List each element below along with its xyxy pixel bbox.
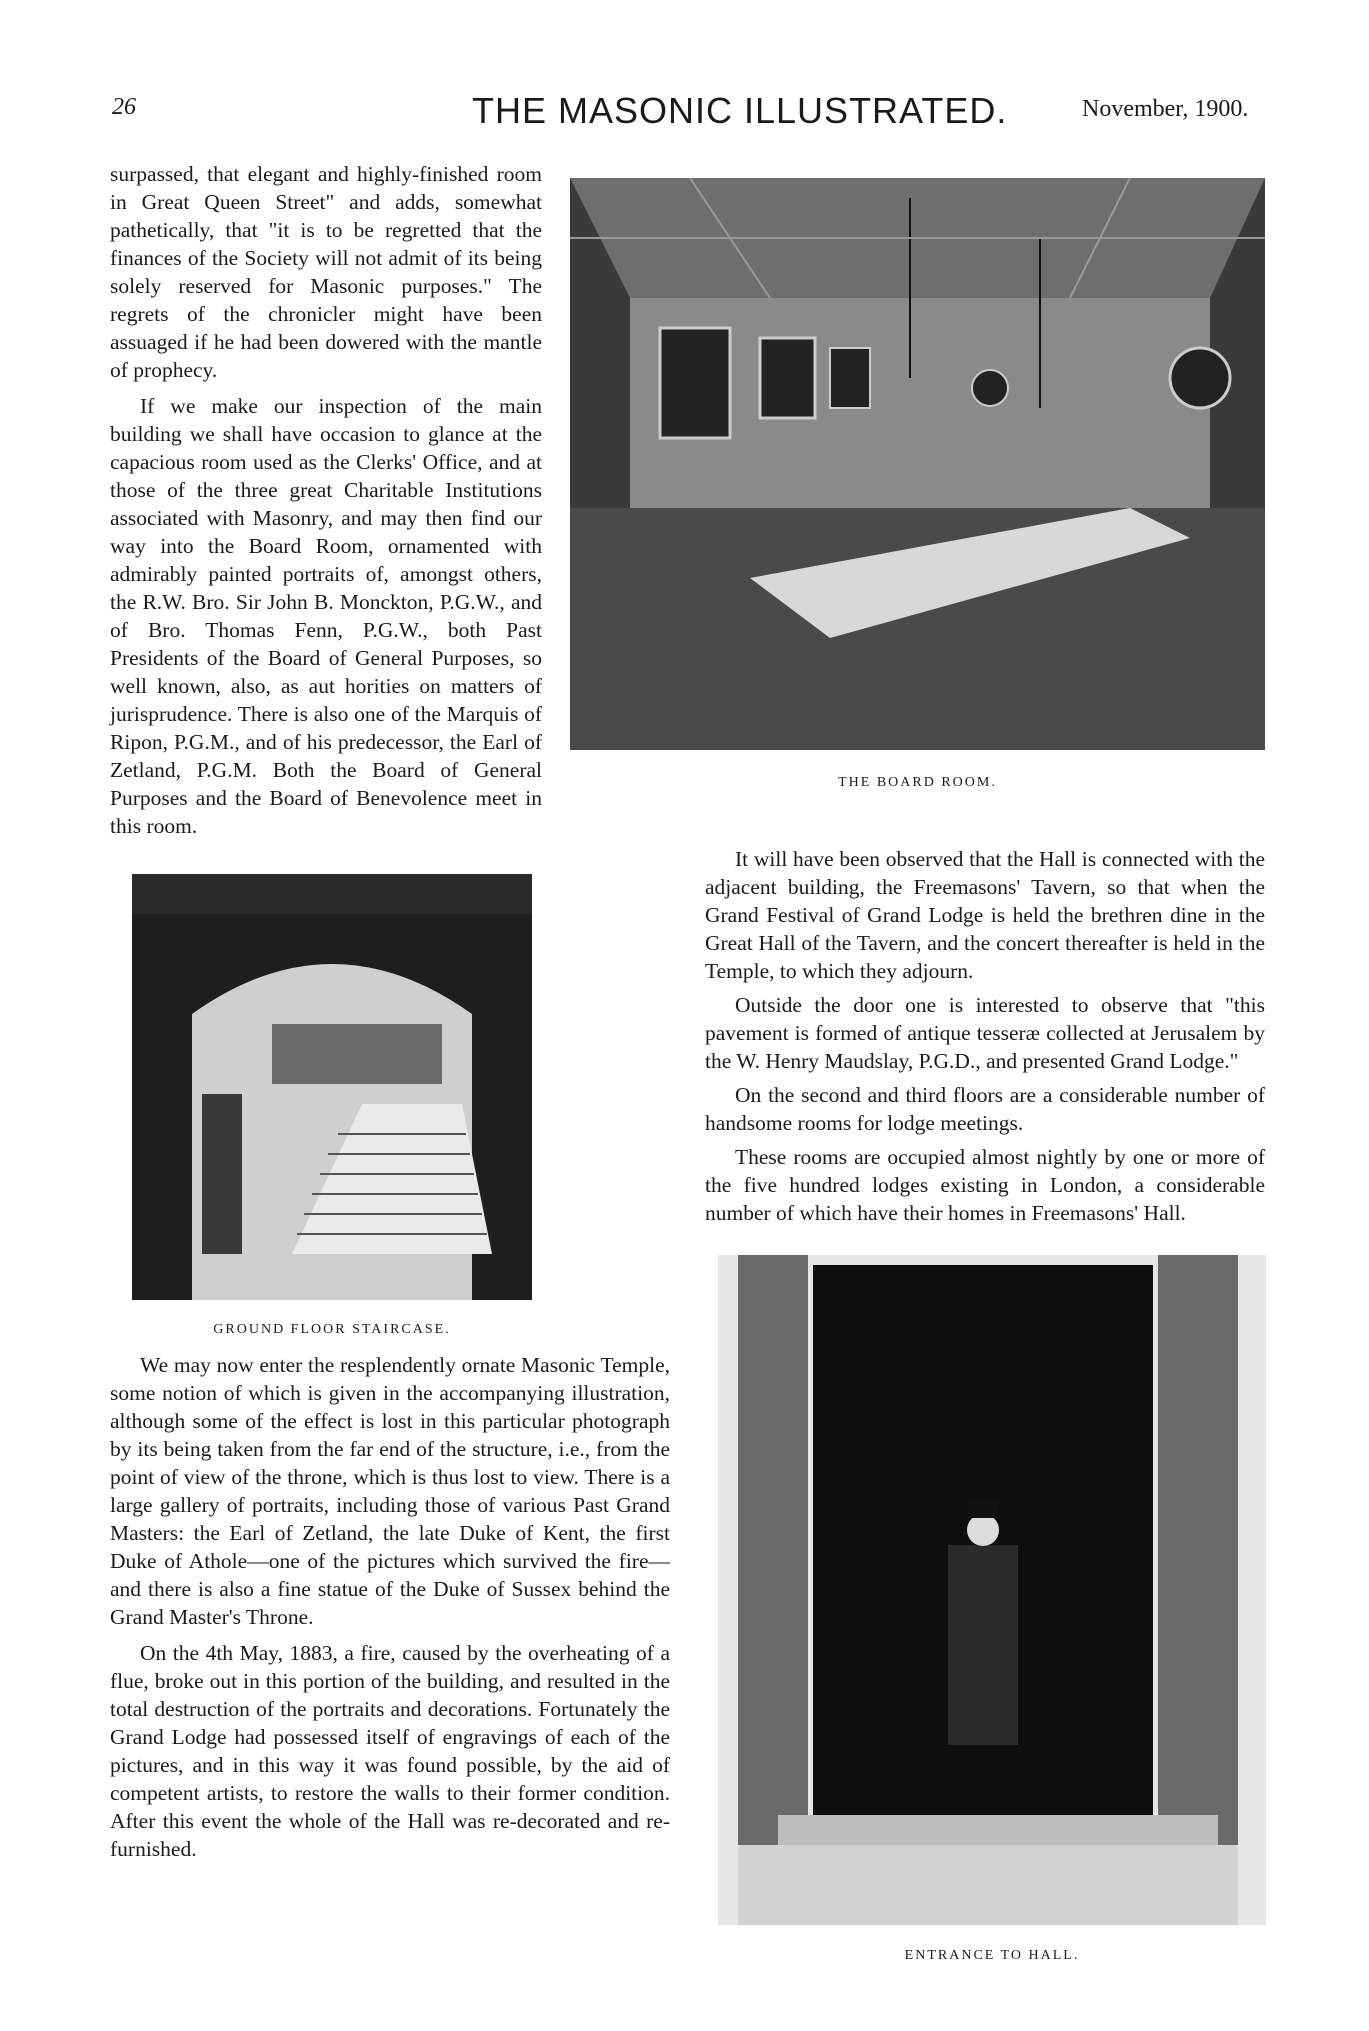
board-room-caption: THE BOARD ROOM. — [838, 775, 997, 790]
issue-date: November, 1900. — [1082, 96, 1249, 122]
entrance-photo — [718, 1255, 1266, 1925]
board-room-paragraph: If we make our inspection of the main building we shall have occasion to glance at the capacious room used as the Clerks' Office, and at those of the three great Charitable Institutions associated with Masonry, and may then find our way into the Board Room, ornamented with admirably painted portraits of, amongst others, the R.W. Bro. Sir John B. Monckton, P.G.W., and of Bro. Thomas Fenn, P.G.W., both Past Presidents of the Board of General Purposes, so well known, also, as aut horities on matters of jurisprudence. There is also one of the Marquis of Ripon, P.G.M., and of his predecessor, the Earl of Zetland, P.G.M. Both the Board of General Purposes and the Board of Benevolence meet in this room. — [110, 394, 542, 838]
masthead-title: THE MASONIC ILLUSTRATED. — [472, 90, 1008, 131]
temple-paragraph: We may now enter the resplendently ornate Masonic Temple, some notion of which is given in the accompanying illustration, although some of the effect is lost in this particular photograph by its being taken from the far end of the structure, i.e., from the point of view of the throne, which is thus lost to view. There is a large gallery of portraits, including those of various Past Grand Masters: the Earl of Zetland, the late Duke of Kent, the first Duke of Athole—one of the pictures which survived the fire—and there is also a fine statue of the Duke of Sussex behind the Grand Master's Throne. — [110, 1353, 670, 1629]
board-room-photo — [570, 178, 1265, 750]
floors-paragraph: On the second and third floors are a considerable number of handsome rooms for lodge meetings. — [705, 1083, 1265, 1135]
lower-left-text — [110, 1351, 670, 1863]
left-column-text — [110, 160, 542, 840]
page-number: 26 — [112, 94, 136, 120]
tavern-paragraph: It will have been observed that the Hall is connected with the adjacent building, the Freemasons' Tavern, so that when the Grand Festival of Grand Lodge is held the brethren dine in the Great Hall of the Tavern, and the concert thereafter is held in the Temple, to which they adjourn. — [705, 847, 1265, 983]
lodges-paragraph: These rooms are occupied almost nightly by one or more of the five hundred lodges existing in London, a considerable number of which have their homes in Freemasons' Hall. — [705, 1145, 1265, 1225]
right-column-text — [705, 845, 1265, 1227]
pavement-paragraph: Outside the door one is interested to observe that "this pavement is formed of antique tesseræ collected at Jerusalem by the W. Henry Maudslay, P.G.D., and presented Grand Lodge." — [705, 993, 1265, 1073]
fire-paragraph: On the 4th May, 1883, a fire, caused by the overheating of a flue, broke out in this portion of the building, and resulted in the total destruction of the portraits and decorations. Fortunately the Grand Lodge had possessed itself of engravings of each of the pictures, and in this way it was found possible, by the aid of competent artists, to restore the walls to their former condition. After this event the whole of the Hall was re-decorated and re-furnished. — [110, 1641, 670, 1861]
continuation-paragraph: surpassed, that elegant and highly-finished room in Great Queen Street" and adds, somewhat pathetically, that "it is to be regretted that the finances of the Society will not admit of its being solely reserved for Masonic purposes." The regrets of the chronicler might have been assuaged if he had been dowered with the mantle of prophecy. — [110, 162, 542, 382]
staircase-photo — [132, 874, 532, 1300]
staircase-caption: GROUND FLOOR STAIRCASE. — [213, 1322, 451, 1337]
entrance-caption: ENTRANCE TO HALL. — [904, 1948, 1080, 1963]
